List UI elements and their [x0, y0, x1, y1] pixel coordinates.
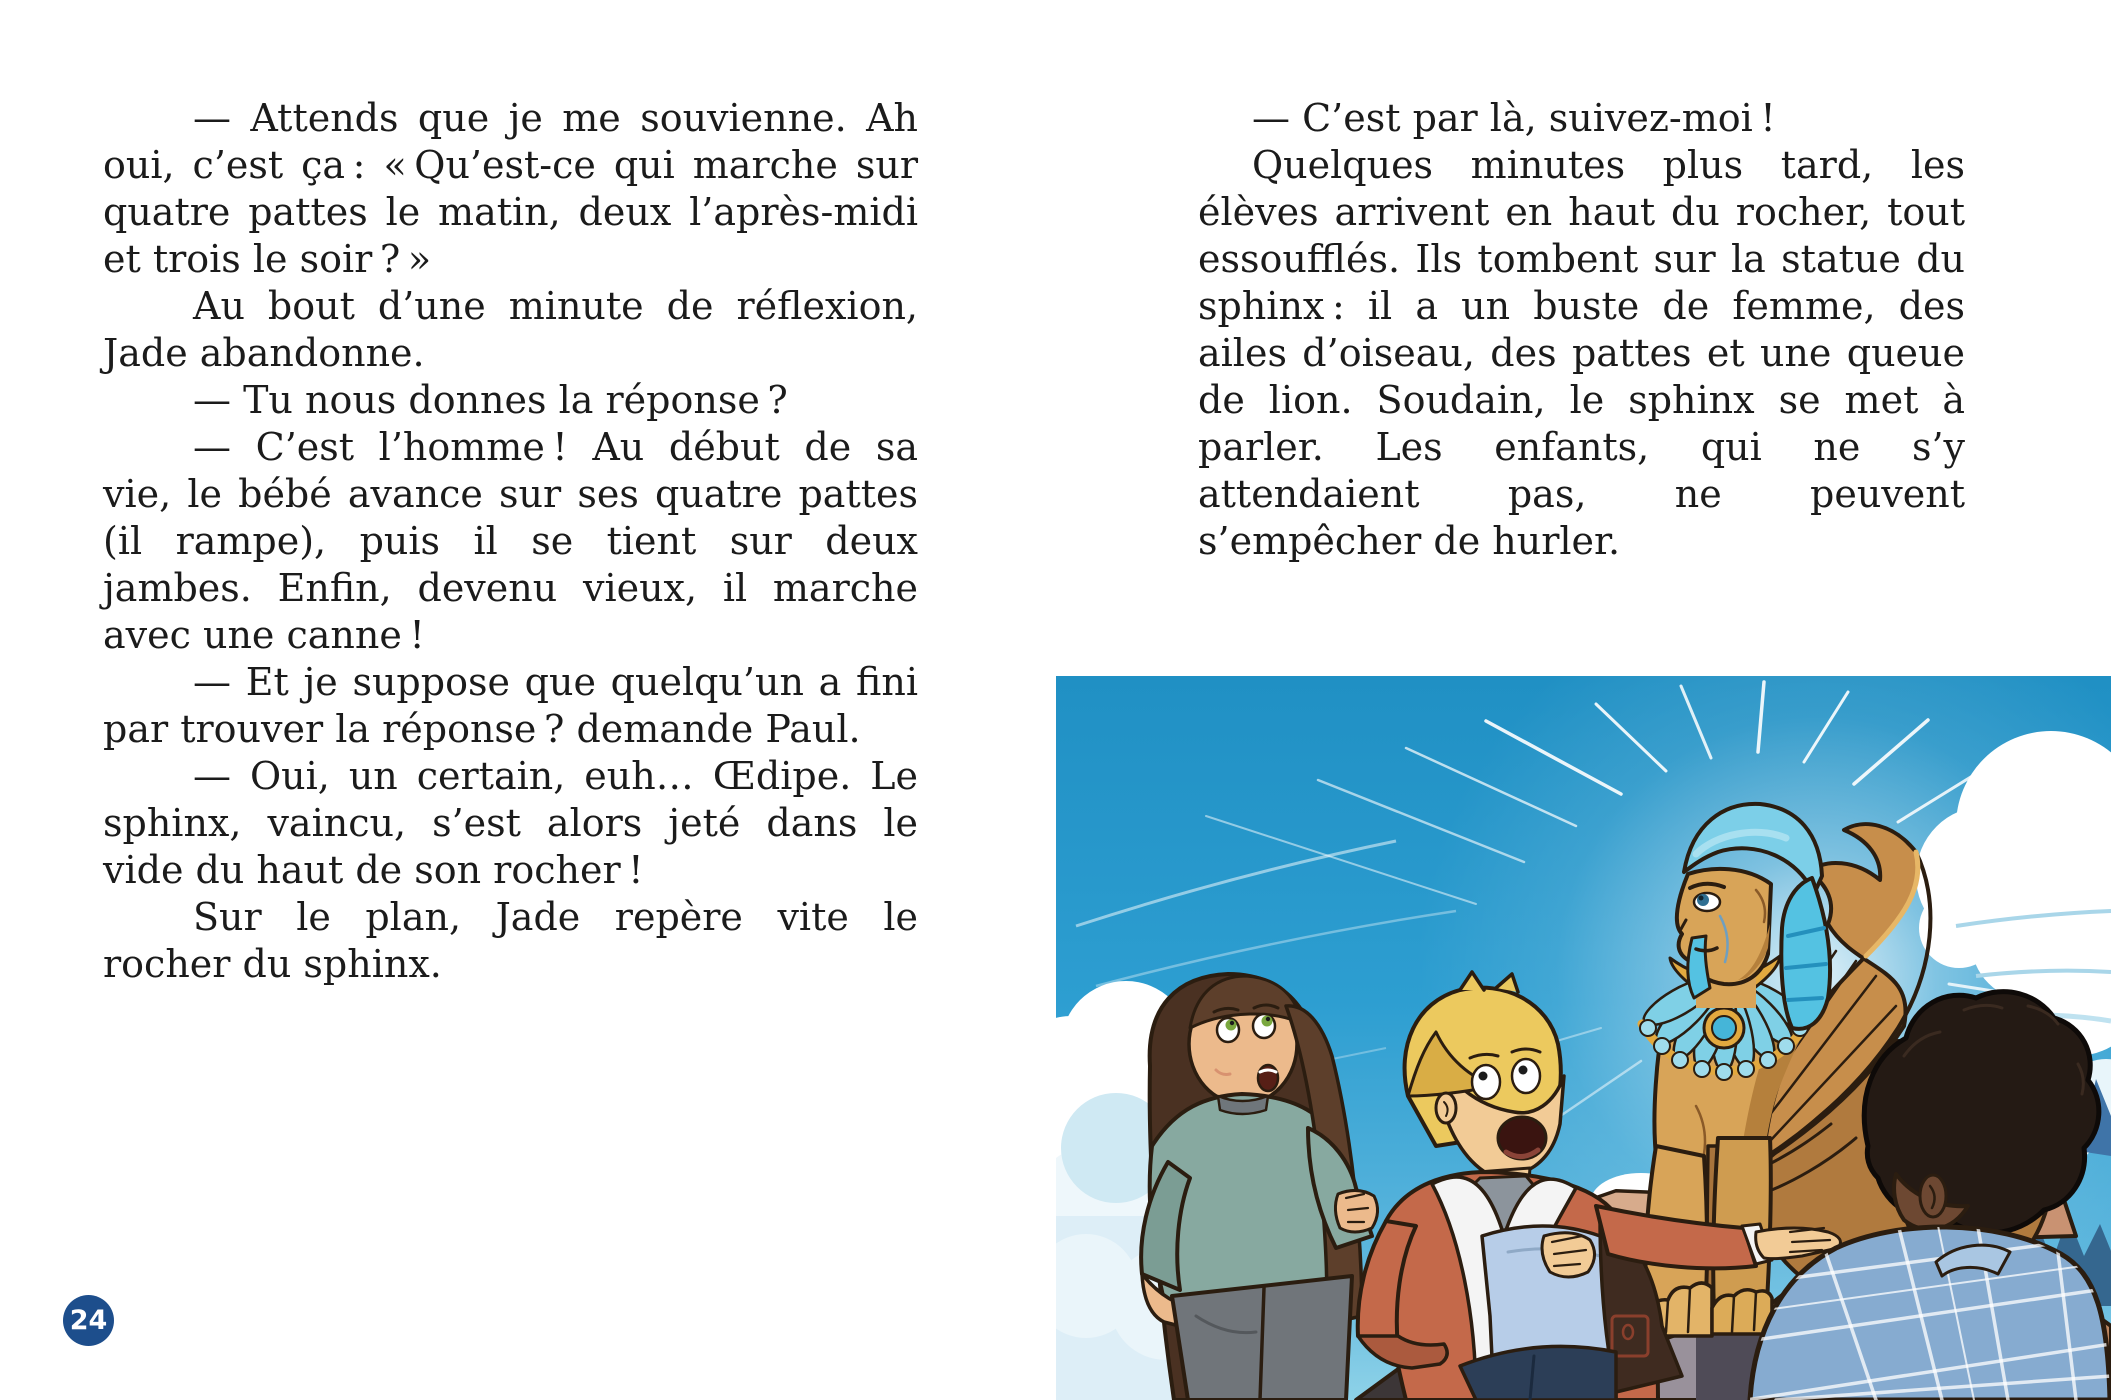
- illustration-canvas: [1056, 676, 2111, 1400]
- paragraph: — C’est par là, suivez-moi !: [1252, 96, 1776, 140]
- sphinx-illustration: [1056, 676, 2111, 1400]
- paragraph: — Attends que je me souvienne. Ah oui, c’est ça : « Qu’est-ce qui marche sur quatre pattes le matin, deux l’après-midi et trois le soir ? »: [103, 96, 918, 281]
- paragraph: — Tu nous donnes la réponse ?: [193, 378, 788, 422]
- paragraph: Quelques minutes plus tard, les élèves arrivent en haut du rocher, tout essoufflés. Ils tombent sur la statue du sphinx : il a un buste de femme, des ailes d’oiseau, des pattes et une queue de lion. Soudain, le sphinx se met à parler. Les enfants, qui ne s’y attendaient pas, ne peuvent s’empêcher de hurler.: [1198, 143, 1965, 563]
- paragraph: — Et je suppose que quelqu’un a fini par trouver la réponse ? demande Paul.: [103, 660, 918, 751]
- left-page-text-column: [103, 95, 918, 988]
- paragraph: — Oui, un certain, euh… Œdipe. Le sphinx, vaincu, s’est alors jeté dans le vide du haut de son rocher !: [103, 754, 918, 892]
- page-number: 24: [69, 1305, 108, 1336]
- paragraph: — C’est l’homme ! Au début de sa vie, le bébé avance sur ses quatre pattes (il rampe), puis il se tient sur deux jambes. Enfin, devenu vieux, il marche avec une canne !: [103, 425, 918, 657]
- sphinx-head: [1677, 804, 1830, 1029]
- page-number-badge: [63, 1295, 114, 1346]
- paragraph: Sur le plan, Jade repère vite le rocher du sphinx.: [103, 895, 918, 986]
- paragraph: Au bout d’une minute de réflexion, Jade abandonne.: [103, 284, 918, 375]
- right-page-text-column: [1198, 95, 1965, 565]
